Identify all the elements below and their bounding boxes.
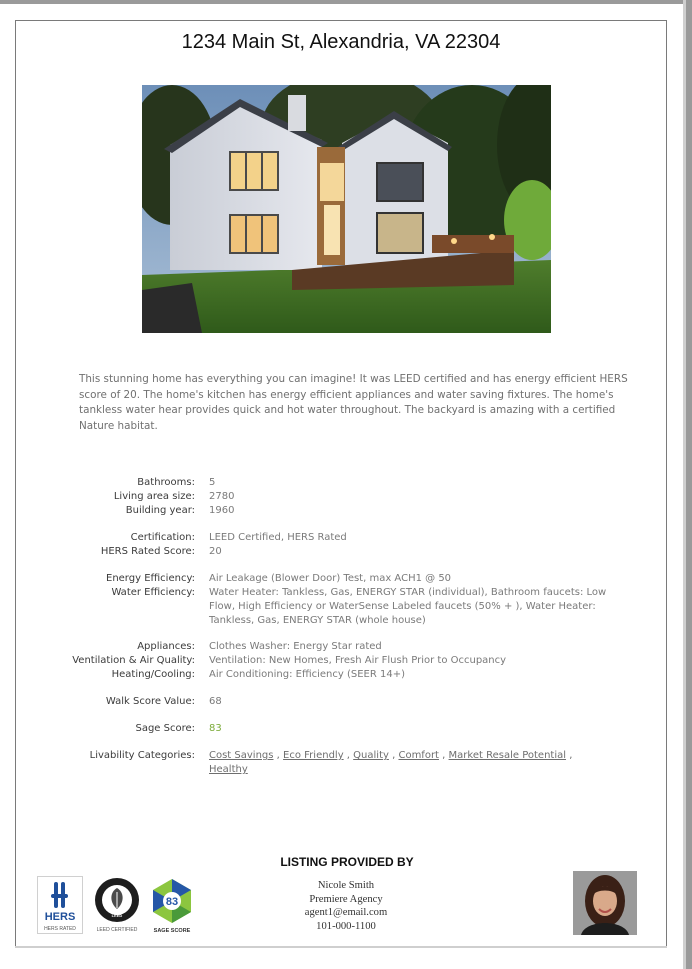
fact-value: 1960 bbox=[209, 505, 235, 516]
fact-value: Air Leakage (Blower Door) Test, max ACH1 @ 50 bbox=[209, 573, 452, 584]
fact-value: Air Conditioning: Efficiency (SEER 14+) bbox=[209, 669, 406, 680]
page-title: 1234 Main St, Alexandria, VA 22304 bbox=[181, 31, 501, 53]
fact-label: Heating/Cooling: bbox=[111, 669, 195, 680]
fact-value: 2780 bbox=[209, 491, 235, 502]
agent-email[interactable]: agent1@email.com bbox=[304, 907, 388, 918]
leed-badge-word: LEED bbox=[111, 913, 123, 918]
fact-label: Livability Categories: bbox=[89, 750, 195, 761]
fact-label: Water Efficiency: bbox=[111, 587, 195, 598]
property-description: This stunning home has everything you can imagine! It was LEED certified and has energy efficient HERS score of 20. The home's kitchen has energy efficient appliances and water saving fixtures. The home's tankless water hear provides quick and hot water throughout. The backyard is amazing with a certified Nature habitat. bbox=[79, 373, 628, 432]
fact-value: LEED Certified, HERS Rated bbox=[209, 532, 347, 543]
sage-score-value: 83 bbox=[209, 723, 222, 734]
livability-link-market-resale[interactable]: Market Resale Potential bbox=[448, 750, 567, 761]
window-right-border bbox=[686, 0, 692, 969]
fact-label: Energy Efficiency: bbox=[106, 573, 195, 584]
fact-label: Walk Score Value: bbox=[105, 696, 195, 707]
leed-badge-caption: LEED CERTIFIED bbox=[96, 927, 138, 933]
livability-link-cost-savings[interactable]: Cost Savings bbox=[209, 750, 274, 761]
separator: , bbox=[392, 750, 396, 761]
sage-badge-caption: SAGE SCORE bbox=[153, 928, 191, 934]
sage-badge-score: 83 bbox=[165, 896, 179, 908]
fact-label: Building year: bbox=[125, 505, 195, 516]
fact-value: 5 bbox=[209, 477, 216, 488]
fact-value: Water Heater: Tankless, Gas, ENERGY STAR (individual), Bathroom faucets: Low Flow, High Efficiency or WaterSense Labeled faucets (50% + ), Water Heater: Tankless, Gas, ENERGY STAR (whole house) bbox=[209, 587, 607, 626]
agent-name: Nicole Smith bbox=[317, 880, 375, 891]
livability-links bbox=[209, 749, 609, 777]
livability-link-comfort[interactable]: Comfort bbox=[398, 750, 439, 761]
hers-logo-icon bbox=[37, 876, 83, 934]
fact-label: HERS Rated Score: bbox=[100, 546, 195, 557]
separator: , bbox=[442, 750, 446, 761]
fact-value: 68 bbox=[209, 696, 222, 707]
window-top-border bbox=[0, 0, 692, 4]
leed-seal-icon bbox=[92, 876, 138, 934]
fact-label: Sage Score: bbox=[135, 723, 195, 734]
separator: , bbox=[569, 750, 573, 761]
fact-label: Certification: bbox=[130, 532, 195, 543]
hers-badge-caption: HERS RATED bbox=[44, 926, 76, 932]
agent-agency: Premiere Agency bbox=[309, 893, 383, 905]
fact-label: Living area size: bbox=[113, 491, 195, 502]
fact-label: Appliances: bbox=[137, 641, 195, 652]
fact-value: 20 bbox=[209, 546, 222, 557]
agent-phone: 101-000-1100 bbox=[316, 920, 376, 932]
agent-contact bbox=[246, 879, 446, 933]
fact-label: Bathrooms: bbox=[137, 477, 195, 488]
separator: , bbox=[346, 750, 350, 761]
avatar bbox=[573, 871, 637, 935]
separator: , bbox=[276, 750, 280, 761]
livability-link-quality[interactable]: Quality bbox=[353, 750, 389, 761]
sheet-shadow bbox=[15, 946, 667, 948]
fact-label: Ventilation & Air Quality: bbox=[72, 655, 195, 666]
livability-link-eco-friendly[interactable]: Eco Friendly bbox=[283, 750, 344, 761]
fact-value: Clothes Washer: Energy Star rated bbox=[209, 641, 382, 652]
sage-score-icon bbox=[147, 876, 197, 934]
livability-link-healthy[interactable]: Healthy bbox=[209, 764, 248, 775]
fact-value: Ventilation: New Homes, Fresh Air Flush Prior to Occupancy bbox=[209, 655, 507, 666]
property-photo bbox=[142, 85, 551, 333]
hers-badge-text: HERS bbox=[44, 911, 76, 923]
listing-heading: LISTING PROVIDED BY bbox=[280, 855, 414, 869]
listing-sheet bbox=[15, 20, 667, 948]
